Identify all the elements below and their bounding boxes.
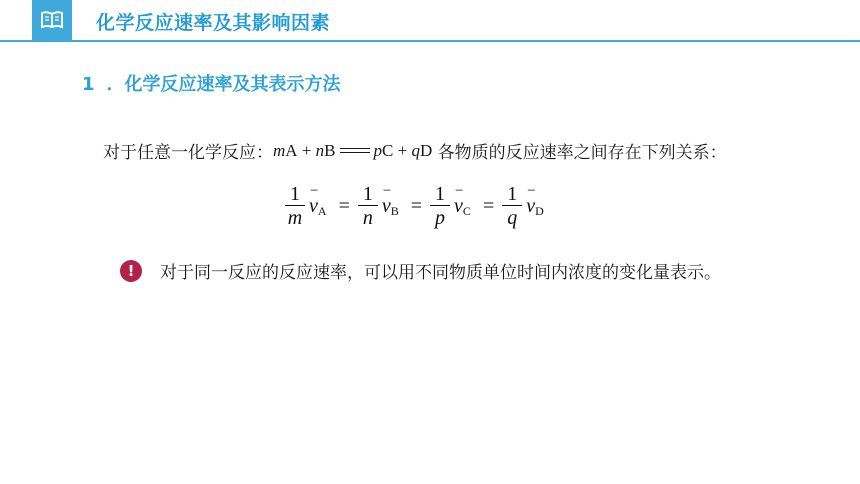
rate-subscript: D: [535, 204, 544, 218]
coef-d: q: [411, 140, 420, 160]
rate-symbol: [309, 183, 319, 218]
header-icon-box: [32, 0, 72, 40]
rate-letter: v: [381, 195, 391, 217]
species-d: D: [419, 140, 433, 160]
fraction-numerator: 1: [362, 183, 373, 205]
rate-subscript: A: [317, 204, 327, 218]
exclamation-icon: !: [120, 260, 142, 282]
species-c: C: [382, 140, 394, 160]
coef-a: m: [273, 140, 286, 160]
mean-bar: −: [382, 183, 392, 199]
section-title-text: ．化学反应速率及其表示方法: [106, 74, 341, 95]
fraction-denominator: q: [507, 207, 518, 229]
section-number: 1: [82, 74, 95, 95]
fraction-denominator: n: [362, 207, 373, 229]
fraction-denominator: m: [287, 207, 303, 229]
fraction-numerator: 1: [435, 183, 446, 205]
fraction: [430, 183, 450, 230]
plus-sign: +: [297, 140, 316, 160]
note-text: 对于同一反应的反应速率，可以用不同物质单位时间内浓度的变化量表示。: [160, 263, 721, 283]
species-a: A: [285, 140, 298, 160]
fraction: [358, 183, 378, 230]
reaction-prefix: 对于任意一化学反应：: [103, 143, 273, 163]
fraction: [502, 183, 522, 230]
rate-symbol: [454, 183, 464, 218]
mean-bar: −: [527, 183, 536, 199]
rate-letter: v: [309, 195, 318, 217]
equals-sign: =: [338, 195, 350, 217]
header-divider: [0, 40, 860, 42]
rate-letter: v: [526, 195, 536, 217]
rate-letter: v: [454, 195, 463, 217]
mean-bar: −: [455, 183, 464, 199]
coef-c: p: [373, 140, 382, 160]
rate-symbol: [526, 183, 536, 218]
note-callout: [120, 258, 721, 283]
section-title: [82, 70, 341, 96]
plus-sign: +: [393, 140, 412, 160]
open-book-icon: [41, 11, 63, 29]
header-title: 化学反应速率及其影响因素: [96, 12, 331, 34]
reaction-statement: [103, 138, 727, 163]
equilibrium-arrow: [340, 146, 370, 156]
rate-relation-formula: [283, 183, 550, 230]
fraction-numerator: 1: [290, 183, 300, 205]
reaction-suffix: 各物质的反应速率之间存在下列关系：: [432, 143, 727, 163]
coef-b: n: [315, 140, 325, 160]
rate-symbol: [381, 183, 392, 218]
fraction-numerator: 1: [507, 183, 518, 205]
fraction: [285, 183, 305, 230]
mean-bar: −: [310, 183, 319, 199]
species-b: B: [324, 140, 336, 160]
reaction-equation: [273, 141, 432, 161]
rate-subscript: B: [390, 204, 399, 218]
rate-subscript: C: [462, 204, 471, 218]
fraction-denominator: p: [435, 207, 446, 229]
equals-sign: =: [482, 195, 495, 217]
equals-sign: =: [410, 195, 423, 217]
